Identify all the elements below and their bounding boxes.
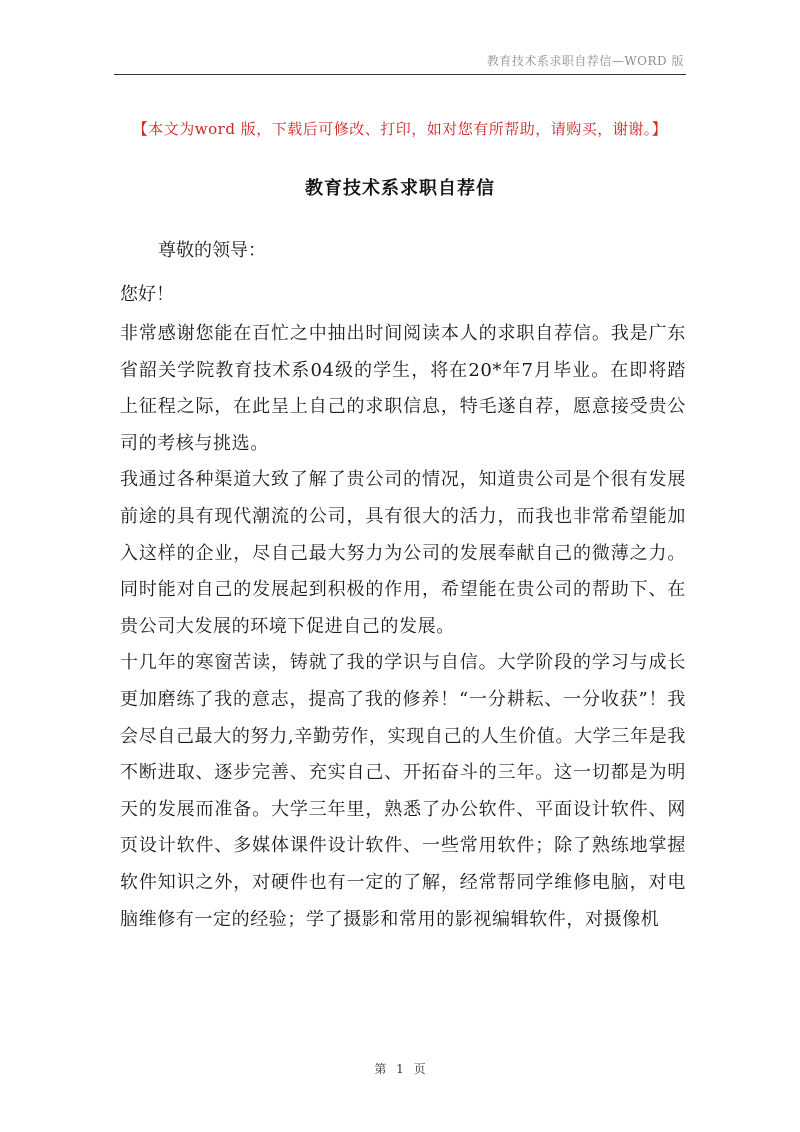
paragraph-1: 非常感谢您能在百忙之中抽出时间阅读本人的求职自荐信。我是广东省韶关学院教育技术系04级的学生，将在20*年7月毕业。在即将踏上征程之际，在此呈上自己的求职信息，特毛遂自荐，愿意接受贵公司的考核与挑选。 bbox=[120, 323, 686, 454]
letter-body bbox=[120, 316, 686, 938]
running-header: 教育技术系求职自荐信—WORD 版 bbox=[486, 54, 684, 68]
page-prefix: 第 bbox=[374, 1062, 387, 1076]
paragraph-3: 十几年的寒窗苦读，铸就了我的学识与自信。大学阶段的学习与成长更加磨练了我的意志，提高了我的修养！“一分耕耘、一分收获”！我会尽自己最大的努力,辛勤劳作，实现自己的人生价值。大学三年是我不断进取、逐步完善、充实自己、开拓奋斗的三年。这一切都是为明天的发展而准备。大学三年里，熟悉了办公软件、平面设计软件、网页设计软件、多媒体课件设计软件、一些常用软件；除了熟练地掌握软件知识之外，对硬件也有一定的了解，经常帮同学维修电脑，对电脑维修有一定的经验；学了摄影和常用的影视编辑软件，对摄像机 bbox=[120, 652, 686, 930]
salutation: 尊敬的领导： bbox=[158, 240, 266, 261]
header-divider bbox=[114, 74, 686, 75]
page-footer bbox=[0, 1060, 800, 1077]
page-suffix: 页 bbox=[413, 1062, 426, 1076]
greeting: 您好！ bbox=[120, 284, 174, 305]
purchase-notice: 【本文为word 版，下载后可修改、打印，如对您有所帮助，请购买，谢谢。】 bbox=[132, 120, 668, 138]
page-number: 1 bbox=[396, 1062, 404, 1076]
document-title: 教育技术系求职自荐信 bbox=[305, 178, 495, 199]
paragraph-2: 我通过各种渠道大致了解了贵公司的情况，知道贵公司是个很有发展前途的具有现代潮流的公司，具有很大的活力，而我也非常希望能加入这样的企业，尽自己最大努力为公司的发展奉献自己的微薄之力。同时能对自己的发展起到积极的作用，希望能在贵公司的帮助下、在贵公司大发展的环境下促进自己的发展。 bbox=[120, 469, 686, 637]
